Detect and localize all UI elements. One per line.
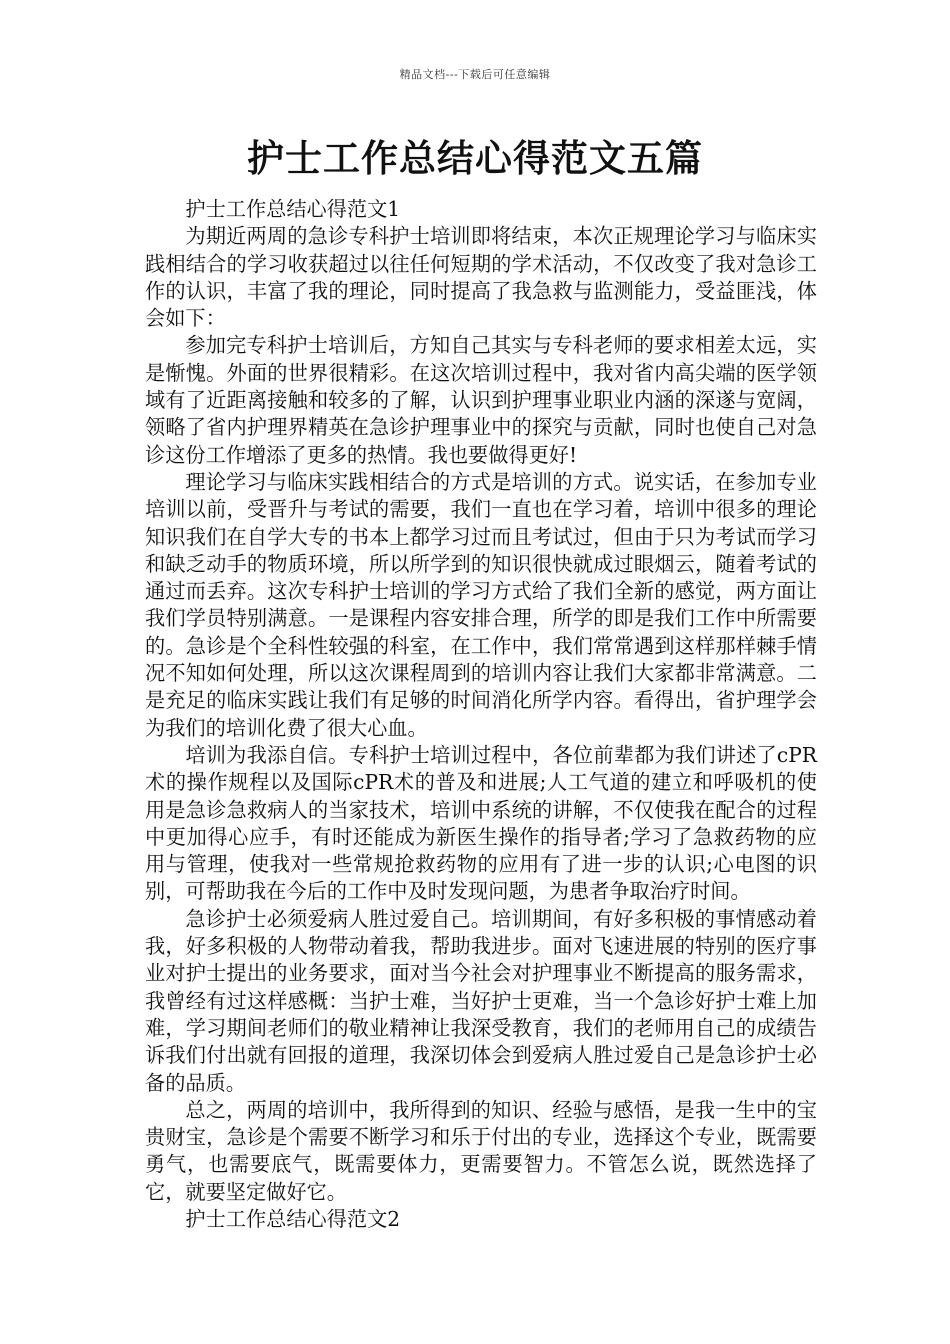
body-paragraph: 急诊护士必须爱病人胜过爱自己。培训期间，有好多积极的事情感动着我，好多积极的人物带动着我，帮助我进步。面对飞速进展的特别的医疗事业对护士提出的业务要求，面对当今社会对护理事业不断提高的服务需求，我曾经有过这样感概：当护士难，当好护士更难，当一个急诊好护士难上加难，学习期间老师们的敬业精神让我深受教育，我们的老师用自己的成绩告诉我们付出就有回报的道理，我深切体会到爱病人胜过爱自己是急诊护士必备的品质。 [145, 906, 817, 1095]
document-body [145, 196, 817, 1233]
body-paragraph: 总之，两周的培训中，我所得到的知识、经验与感悟，是我一生中的宝贵财宝，急诊是个需要不断学习和乐于付出的专业，选择这个专业，既需要勇气，也需要底气，既需要体力，更需要智力。不管怎么说，既然选择了它，就要坚定做好它。 [145, 1097, 817, 1204]
document-title: 护士工作总结心得范文五篇 [247, 137, 703, 180]
body-paragraph: 理论学习与临床实践相结合的方式是培训的方式。说实话，在参加专业培训以前，受晋升与考试的需要，我们一直也在学习着，培训中很多的理论知识我们在自学大专的书本上都学习过而且考试过，但由于只为考试而学习和缺乏动手的物质环境，所以所学到的知识很快就成过眼烟云，随着考试的通过而丢弃。这次专科护士培训的学习方式给了我们全新的感觉，两方面让我们学员特别满意。一是课程内容安排合理，所学的即是我们工作中所需要的。急诊是个全科性较强的科室，在工作中，我们常常遇到这样那样棘手情况不知如何处理，所以这次课程周到的培训内容让我们大家都非常满意。二是充足的临床实践让我们有足够的时间消化所学内容。看得出，省护理学会为我们的培训化费了很大心血。 [145, 469, 817, 740]
section-heading-2: 护士工作总结心得范文2 [185, 1206, 401, 1231]
body-paragraph: 培训为我添自信。专科护士培训过程中，各位前辈都为我们讲述了cPR术的操作规程以及国际cPR术的普及和进展;人工气道的建立和呼吸机的使用是急诊急救病人的当家技术，培训中系统的讲解，不仅使我在配合的过程中更加得心应手，有时还能成为新医生操作的指导者;学习了急救药物的应用与管理，使我对一些常规抢救药物的应用有了进一步的认识;心电图的识别，可帮助我在今后的工作中及时发现问题，为患者争取治疗时间。 [145, 742, 817, 904]
page-header-note: 精品文档---下载后可任意编辑 [399, 68, 551, 81]
section-heading-1: 护士工作总结心得范文1 [185, 197, 401, 221]
body-paragraph: 参加完专科护士培训后，方知自己其实与专科老师的要求相差太远，实是惭愧。外面的世界很精彩。在这次培训过程中，我对省内高尖端的医学领域有了近距离接触和较多的了解，认识到护理事业职业内涵的深遂与宽阔，领略了省内护理界精英在急诊护理事业中的探究与贡献，同时也使自己对急诊这份工作增添了更多的热情。我也要做得更好! [145, 333, 817, 467]
body-paragraph: 为期近两周的急诊专科护士培训即将结束，本次正规理论学习与临床实践相结合的学习收获超过以往任何短期的学术活动，不仅改变了我对急诊工作的认识，丰富了我的理论，同时提高了我急救与监测能力，受益匪浅，体会如下： [145, 224, 817, 331]
